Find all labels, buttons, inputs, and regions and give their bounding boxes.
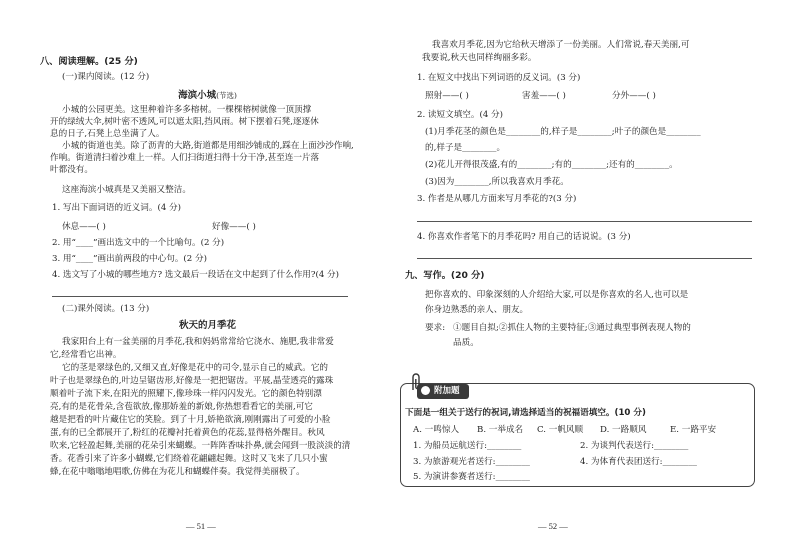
passage2-line: 蜂,在花中嗡嗡地唱歌,仿佛在为花儿和蝴蝶伴奏。我觉得美丽极了。	[50, 467, 305, 477]
q2-line[interactable]: (3)因为________,所以我喜欢月季花。	[425, 177, 569, 187]
question-4: 4. 选文写了小城的哪些地方? 选文最后一段话在文中起到了什么作用?(4 分)	[52, 270, 340, 280]
passage2-line: 它,经常看它出神。	[50, 350, 122, 360]
question-3: 3. 作者是从哪几方面来写月季花的?(3 分)	[417, 194, 577, 204]
page-51	[0, 0, 395, 560]
passage2-line: 吹来,它轻盈起舞,美丽的花朵引来蝴蝶。一阵阵香味扑鼻,就会闻到一股淡淡的清	[50, 441, 351, 451]
passage1-line: 小城的街道也美。除了沥青的大路,街道都是用细沙铺成的,踩在上面沙沙作响,	[62, 141, 354, 151]
q2-line[interactable]: (1)月季花茎的颜色是________的,样子是________;叶子的颜色是________	[425, 127, 701, 137]
option-c: C. 一帆风顺	[537, 425, 584, 435]
question-4: 4. 你喜欢作者笔下的月季花吗? 用自己的话说说。(3 分)	[417, 232, 631, 242]
bonus-instruction: 下面是一组关于送行的祝词,请选择适当的祝福语填空。(10 分)	[405, 408, 646, 418]
option-e: E. 一路平安	[670, 425, 717, 435]
question-2: 2. 读短文填空。(4 分)	[417, 110, 503, 120]
passage2-continued: 我要说,秋天也同样绚丽多彩。	[422, 53, 537, 63]
passage2-continued: 我喜欢月季花,因为它给秋天增添了一份美丽。人们常说,春天美丽,可	[432, 40, 690, 50]
q1-item[interactable]: 照射——( )	[425, 91, 469, 101]
passage1-line: 开的绿绒大伞,树叶密不透风,可以遮太阳,挡风雨。树下摆着石凳,逐逐休	[50, 117, 319, 127]
q1-item[interactable]: 好像——( )	[212, 222, 256, 232]
section9-title: 九、写作。(20 分)	[405, 270, 485, 281]
q2-line[interactable]: (2)花儿开得很茂盛,有的________;有的________;还有的________。	[425, 160, 678, 170]
page-number: — 52 —	[538, 521, 568, 531]
part2-heading: (二)课外阅读。(13 分)	[62, 304, 150, 314]
q1-item[interactable]: 休息——( )	[62, 222, 106, 232]
passage1-source: (节选)	[216, 91, 237, 100]
passage1-line: 息的日子,石凳上总坐满了人。	[50, 129, 165, 139]
passage2-line: 亮,有的是花骨朵,含苞欲放,像那娇羞的新娘,你热想看看它的美丽,可它	[50, 402, 313, 412]
page-number: — 51 —	[186, 521, 216, 531]
passage1-line: 这座海滨小城真是又美丽又整洁。	[62, 185, 191, 195]
answer-line[interactable]	[417, 221, 752, 222]
passage2-line: 叶子也是翠绿色的,叶边呈锯齿形,好像是一把把锯齿。平展,晶莹透亮的露珠	[50, 376, 334, 386]
passage2-line: 顺着叶子流下来,在阳光的照耀下,像珍珠一样闪闪发光。它的颜色特别漂	[50, 389, 322, 399]
option-b: B. 一举成名	[477, 425, 524, 435]
passage2-line: 香。花香引来了许多小蝴蝶,它们绕着花翩翩起舞。这时又飞来了几只小蜜	[50, 454, 328, 464]
passage1-title-row	[40, 90, 375, 102]
passage1-line: 作响。街道清扫着沙难上一样。人们扫街道扫得十分干净,甚至连一片落	[50, 153, 320, 163]
passage2-line: 我家阳台上有一盆美丽的月季花,我和妈妈常常给它浇水、施肥,我非常爱	[62, 337, 334, 347]
question-1: 1. 写出下面词语的近义词。(4 分)	[52, 203, 181, 213]
q1-item[interactable]: 害羞——( )	[522, 91, 566, 101]
option-d: D. 一路顺风	[600, 425, 647, 435]
bonus-item[interactable]: 5. 为演讲参赛者送行:________	[413, 472, 530, 482]
passage2-line: 它的茎是翠绿色的,又细又直,好像是花中的司令,显示自己的威武。它的	[62, 363, 329, 373]
passage2-title: 秋天的月季花	[178, 320, 236, 331]
bonus-label: 附加题	[434, 386, 460, 396]
badge-dot-icon	[421, 386, 430, 395]
requirement-line: 品质。	[453, 338, 479, 348]
passage1-line: 小城的公园更美。这里种着许多多榕树。一棵棵榕树就像一顶顶撑	[62, 105, 312, 115]
bonus-item[interactable]: 1. 为船员远航送行:________	[413, 441, 522, 451]
question-1: 1. 在短文中找出下列词语的反义词。(3 分)	[417, 73, 581, 83]
page-52	[405, 0, 800, 560]
answer-line[interactable]	[52, 296, 348, 297]
part1-heading: (一)课内阅读。(12 分)	[62, 72, 150, 82]
requirement-line: ①题目自拟;②抓住人物的主要特征;③通过典型事例表现人物的	[453, 323, 691, 333]
writing-prompt-line: 把你喜欢的、印象深刻的人介绍给大家,可以是你喜欢的名人,也可以是	[425, 290, 689, 300]
passage2-line: 蛋,有的已全都展开了,粉红的花瓣衬托着黄色的花蕊,显得格外醒目。秋风	[50, 428, 325, 438]
bonus-item[interactable]: 4. 为体育代表团送行:________	[580, 457, 697, 467]
bonus-item[interactable]: 2. 为谈判代表送行:________	[580, 441, 689, 451]
passage1-line: 叶都没有。	[50, 165, 93, 175]
option-a: A. 一鸣惊人	[413, 425, 460, 435]
bonus-item[interactable]: 3. 为旅游观光者送行:________	[413, 457, 530, 467]
answer-line[interactable]	[417, 258, 752, 259]
section8-title: 八、阅读理解。(25 分)	[40, 56, 138, 67]
question-3: 3. 用“____”画出前两段的中心句。(2 分)	[52, 254, 207, 264]
passage1-title: 海滨小城	[178, 90, 217, 101]
writing-prompt-line: 你身边熟悉的亲人、朋友。	[425, 305, 529, 315]
requirements-label: 要求:	[425, 323, 446, 333]
q1-item[interactable]: 分外——( )	[612, 91, 656, 101]
bonus-badge	[417, 384, 469, 399]
q2-line[interactable]: 的,样子是________。	[425, 143, 506, 153]
passage2-line: 越是把看的叶片藏住它的笑脸。到了十月,娇艳欲滴,刚刚露出了可爱的小脸	[50, 415, 331, 425]
question-2: 2. 用“____”画出选文中的一个比喻句。(2 分)	[52, 238, 225, 248]
